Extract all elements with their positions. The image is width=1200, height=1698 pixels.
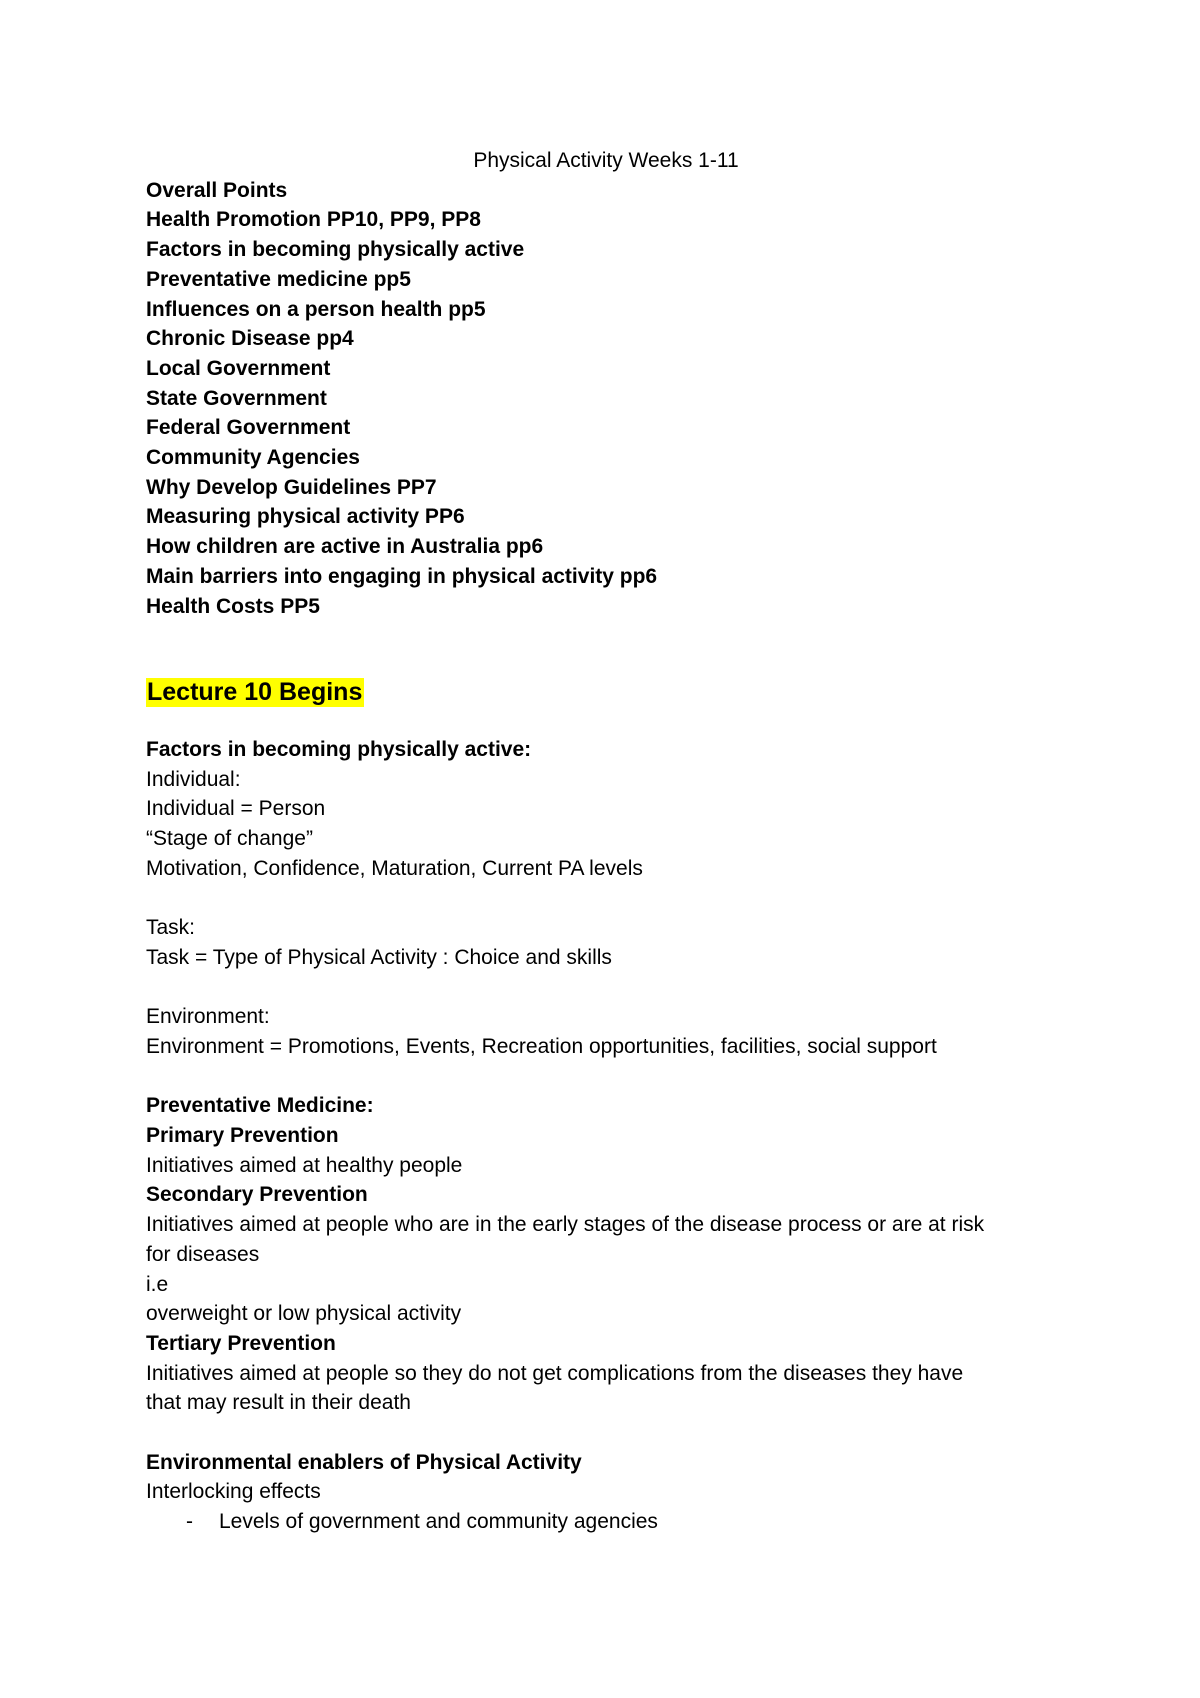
primary-prevention-heading: Primary Prevention xyxy=(146,1124,339,1148)
secondary-prevention-heading: Secondary Prevention xyxy=(146,1183,368,1207)
factors-heading: Factors in becoming physically active: xyxy=(146,737,532,761)
list-item xyxy=(146,1507,1066,1537)
environment-definition: Environment = Promotions, Events, Recreation opportunities, facilities, social support xyxy=(146,1034,937,1058)
overview-item: Preventative medicine pp5 xyxy=(146,267,411,291)
enablers-subheading: Interlocking effects xyxy=(146,1480,321,1504)
spacer xyxy=(146,709,1066,735)
list-item-text: Levels of government and community agencies xyxy=(219,1510,658,1534)
overview-item: Community Agencies xyxy=(146,446,360,470)
overview-item: Influences on a person health pp5 xyxy=(146,297,486,321)
document-title: Physical Activity Weeks 1-11 xyxy=(473,149,739,172)
document-body xyxy=(146,146,1066,1537)
individual-quote: “Stage of change” xyxy=(146,827,313,851)
spacer xyxy=(146,883,1066,913)
overview-item: State Government xyxy=(146,386,327,410)
environment-label: Environment: xyxy=(146,1005,270,1029)
tertiary-prevention-heading: Tertiary Prevention xyxy=(146,1331,336,1355)
spacer xyxy=(146,1062,1066,1092)
secondary-prevention-ie: i.e xyxy=(146,1272,169,1296)
secondary-prevention-example: overweight or low physical activity xyxy=(146,1302,462,1326)
overview-item: Local Government xyxy=(146,356,331,380)
enablers-list xyxy=(146,1507,1066,1537)
primary-prevention-text: Initiatives aimed at healthy people xyxy=(146,1153,463,1177)
overview-item: Factors in becoming physically active xyxy=(146,238,525,262)
spacer xyxy=(146,1418,1066,1448)
individual-list: Motivation, Confidence, Maturation, Current PA levels xyxy=(146,856,643,880)
overview-item: Federal Government xyxy=(146,416,351,440)
prevention-heading: Preventative Medicine: xyxy=(146,1094,374,1118)
individual-label: Individual: xyxy=(146,767,241,791)
overview-heading: Overall Points xyxy=(146,178,288,202)
overview-item: Why Develop Guidelines PP7 xyxy=(146,475,437,499)
lecture-heading-text: Lecture 10 Begins xyxy=(147,677,363,706)
overview-item: Health Costs PP5 xyxy=(146,594,320,618)
task-definition: Task = Type of Physical Activity : Choice and skills xyxy=(146,945,612,969)
overview-item: Health Promotion PP10, PP9, PP8 xyxy=(146,208,481,232)
tertiary-prevention-text-continued: that may result in their death xyxy=(146,1391,411,1415)
overview-item: How children are active in Australia pp6 xyxy=(146,535,544,559)
secondary-prevention-text-continued: for diseases xyxy=(146,1242,260,1266)
overview-item: Chronic Disease pp4 xyxy=(146,327,354,351)
spacer xyxy=(146,973,1066,1003)
spacer xyxy=(146,621,1066,651)
dash-bullet: - xyxy=(186,1510,193,1534)
lecture-heading xyxy=(146,675,1066,709)
task-label: Task: xyxy=(146,916,196,940)
enablers-heading: Environmental enablers of Physical Activity xyxy=(146,1450,582,1474)
tertiary-prevention-text: Initiatives aimed at people so they do not get complications from the diseases they have xyxy=(146,1361,964,1385)
spacer xyxy=(146,651,1066,675)
overview-item: Main barriers into engaging in physical activity pp6 xyxy=(146,564,658,588)
secondary-prevention-text: Initiatives aimed at people who are in the early stages of the disease process or are at risk xyxy=(146,1213,985,1237)
overview-list xyxy=(146,205,1066,621)
overview-item: Measuring physical activity PP6 xyxy=(146,505,465,529)
individual-definition: Individual = Person xyxy=(146,797,326,821)
